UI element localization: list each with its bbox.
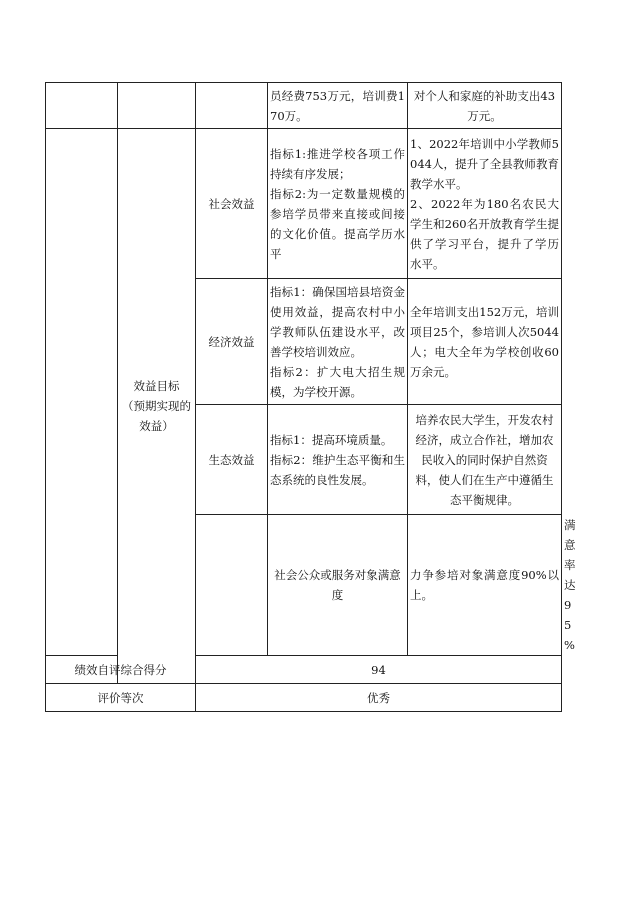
- empty-cell: [196, 83, 268, 129]
- benefit-label: 社会效益: [196, 129, 268, 279]
- benefit-label: 生态效益: [196, 405, 268, 515]
- table-row: [46, 656, 562, 684]
- indicator-line: 指标2：维护生态平衡和生态系统的良性发展。: [270, 452, 405, 487]
- table-row: 社会公众或服务对象满意度 力争参培对象满意度90%以上。 满意率达95%: [46, 515, 562, 656]
- indicator-cell: [268, 405, 408, 515]
- indicator-line: 力争参培对象满意度90%以上。: [410, 568, 559, 602]
- indicator-cell: [408, 515, 562, 656]
- indicator-line: 指标2:为一定数量规模的参培学员带来直接或间接的文化价值。提高学历水平: [270, 186, 405, 261]
- score-value: 94: [196, 656, 562, 684]
- grade-value: 优秀: [196, 684, 562, 712]
- result-cell: [408, 279, 562, 405]
- empty-cell: [118, 83, 196, 129]
- result-cell: [408, 129, 562, 279]
- result-line: 培养农民大学生，开发农村经济，成立合作社，增加农民收入的同时保护自然资料，使人们在生产中遵循生态平衡规律。: [415, 412, 554, 507]
- indicator-line: 指标2：扩大电大招生规模，为学校开源。: [270, 364, 405, 399]
- table-row: [46, 129, 562, 279]
- score-label: 绩效自评综合得分: [46, 656, 196, 684]
- empty-cell: [46, 129, 118, 656]
- benefit-category-title: 效益目标: [133, 379, 180, 393]
- indicator-line: 指标1：提高环境质量。: [270, 432, 393, 447]
- result-cell: 对个人和家庭的补助支出43万元。: [408, 83, 562, 129]
- table-row: [46, 83, 562, 129]
- benefit-category-subtitle: （预期实现的效益）: [122, 399, 191, 433]
- result-cell: [408, 405, 562, 515]
- indicator-cell: 员经费753万元，培训费170万。: [268, 83, 408, 129]
- performance-evaluation-table: [45, 82, 576, 712]
- table-row: [46, 684, 562, 712]
- empty-cell: [196, 515, 268, 656]
- benefit-label: 社会公众或服务对象满意度: [268, 515, 408, 656]
- result-line: 全年培训支出152万元，培训项目25个，参培训人次5044人；电大全年为学校创收60万余元。: [410, 304, 559, 379]
- indicator-cell: [268, 279, 408, 405]
- benefit-label: 经济效益: [196, 279, 268, 405]
- indicator-line: 指标1:推进学校各项工作持续有序发展；: [270, 146, 405, 181]
- result-line: 1、2022年培训中小学教师5044人，提升了全县教师教育教学水平。: [410, 136, 559, 191]
- grade-label: 评价等次: [46, 684, 196, 712]
- indicator-line: 指标1：确保国培县培资金使用效益，提高农村中小学教师队伍建设水平，改善学校培训效应。: [270, 284, 405, 359]
- benefit-category-cell: [118, 129, 196, 684]
- empty-cell: [46, 83, 118, 129]
- indicator-cell: [268, 129, 408, 279]
- result-line: 2、2022年为180名农民大学生和260名开放教育学生提供了学习平台，提升了学历水平。: [410, 196, 559, 271]
